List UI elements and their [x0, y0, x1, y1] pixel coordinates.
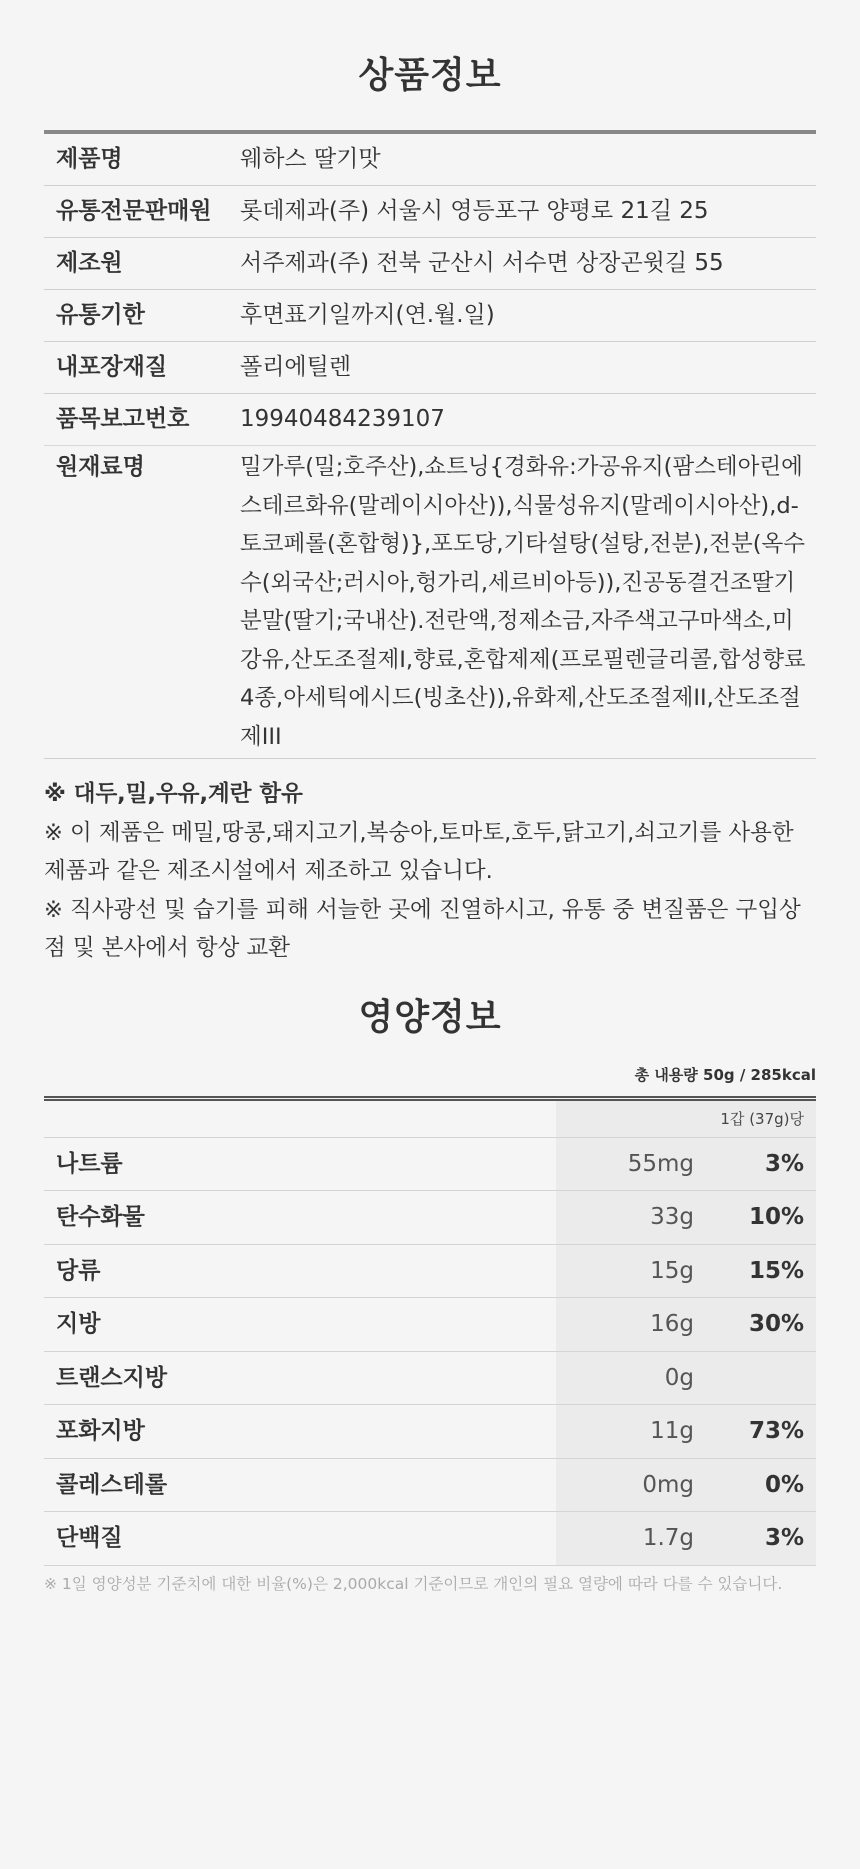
nutrient-amount: 0mg	[642, 1471, 694, 1498]
info-label: 원재료명	[56, 454, 145, 480]
nutrient-name: 지방	[56, 1311, 101, 1337]
info-value: 서주제과(주) 전북 군산시 서수면 상장곤윗길 55	[240, 250, 724, 276]
per-serving-label: 1갑 (37g)당	[556, 1101, 816, 1137]
nutrient-amount: 16g	[650, 1311, 694, 1337]
nutrient-percent: 10%	[748, 1204, 804, 1230]
nutrition-row	[44, 1405, 816, 1459]
nutrition-row	[44, 1459, 816, 1513]
nutrient-percent: 3%	[764, 1150, 804, 1177]
nutrient-percent: 15%	[748, 1257, 804, 1284]
nutrient-name: 탄수화물	[56, 1204, 145, 1230]
info-value: 19940484239107	[240, 406, 445, 432]
nutrient-name: 트랜스지방	[56, 1364, 168, 1391]
info-row-distributor	[44, 186, 816, 238]
product-detail-page	[44, 0, 816, 1596]
info-row-ingredients	[44, 446, 816, 759]
nutrient-amount: 33g	[650, 1204, 694, 1230]
nutrition-row	[44, 1245, 816, 1299]
nutrient-amount: 55mg	[627, 1150, 694, 1177]
nutrient-percent: 30%	[748, 1311, 804, 1337]
info-value: 웨하스 딸기맛	[240, 146, 381, 172]
nutrient-amount: 0g	[664, 1364, 694, 1391]
nutrition-footnote: ※ 1일 영양성분 기준치에 대한 비율(%)은 2,000kcal 기준이므로 개인의 필요 열량에 따라 다를 수 있습니다.	[44, 1574, 783, 1593]
info-value: 후면표기일까지(연.월.일)	[240, 302, 495, 328]
nutrition-header	[44, 1101, 816, 1138]
facility-note: ※ 이 제품은 메밀,땅콩,돼지고기,복숭아,토마토,호두,닭고기,쇠고기를 사용한 제품과 같은 제조시설에서 제조하고 있습니다.	[44, 819, 794, 884]
nutrition-table	[44, 1096, 816, 1566]
nutrition-title: 영양정보	[358, 996, 502, 1038]
nutrition-row	[44, 1298, 816, 1352]
info-label: 유통전문판매원	[56, 198, 212, 224]
storage-note: ※ 직사광선 및 습기를 피해 서늘한 곳에 진열하시고, 유통 중 변질품은 구입상점 및 본사에서 항상 교환	[44, 896, 801, 961]
info-row-packaging	[44, 342, 816, 394]
allergy-notes	[44, 775, 816, 968]
nutrient-name: 단백질	[56, 1525, 123, 1551]
info-row-product-name	[44, 134, 816, 186]
nutrition-row	[44, 1512, 816, 1566]
info-row-expiration	[44, 290, 816, 342]
nutrition-row	[44, 1191, 816, 1245]
info-label: 내포장재질	[56, 354, 168, 380]
product-info-table	[44, 130, 816, 759]
nutrient-amount: 1.7g	[642, 1525, 694, 1551]
nutrient-percent: 0%	[764, 1471, 804, 1498]
info-label: 유통기한	[56, 302, 145, 328]
nutrition-row	[44, 1138, 816, 1192]
info-value: 폴리에틸렌	[240, 354, 352, 380]
nutrient-name: 콜레스테롤	[56, 1471, 168, 1498]
nutrient-name: 나트륨	[56, 1150, 123, 1177]
product-info-title: 상품정보	[358, 55, 502, 96]
info-label: 제조원	[56, 250, 123, 276]
info-row-manufacturer	[44, 238, 816, 290]
nutrient-amount: 11g	[650, 1418, 694, 1444]
info-row-report-number	[44, 394, 816, 446]
nutrient-amount: 15g	[650, 1257, 694, 1284]
nutrient-name: 당류	[56, 1257, 101, 1284]
allergy-note: ※ 대두,밀,우유,계란 함유	[44, 781, 303, 807]
total-content: 총 내용량 50g / 285kcal	[634, 1065, 816, 1084]
nutrient-percent: 3%	[764, 1525, 804, 1551]
info-label: 품목보고번호	[56, 406, 190, 432]
nutrition-row	[44, 1352, 816, 1406]
nutrient-name: 포화지방	[56, 1418, 145, 1444]
info-value: 밀가루(밀;호주산),쇼트닝{경화유:가공유지(팜스테아린에스테르화유(말레이시아산)),식물성유지(말레이시아산),d-토코페롤(혼합형)},포도당,기타설탕(설탕,전분),전분(옥수수(외국산;러시아,헝가리,세르비아등)),진공동결건조딸기분말(딸기;국내산).전란액,정제소금,자주색고구마색소,미강유,산도조절제I,향료,혼합제제(프로필렌글리콜,합성향료4종,아세틱에시드(빙초산)),유화제,산도조절제II,산도조절제III	[240, 454, 806, 750]
nutrient-percent: 73%	[748, 1418, 804, 1444]
info-label: 제품명	[56, 146, 123, 172]
nutrient-percent	[694, 1352, 816, 1405]
info-value: 롯데제과(주) 서울시 영등포구 양평로 21길 25	[240, 198, 709, 224]
